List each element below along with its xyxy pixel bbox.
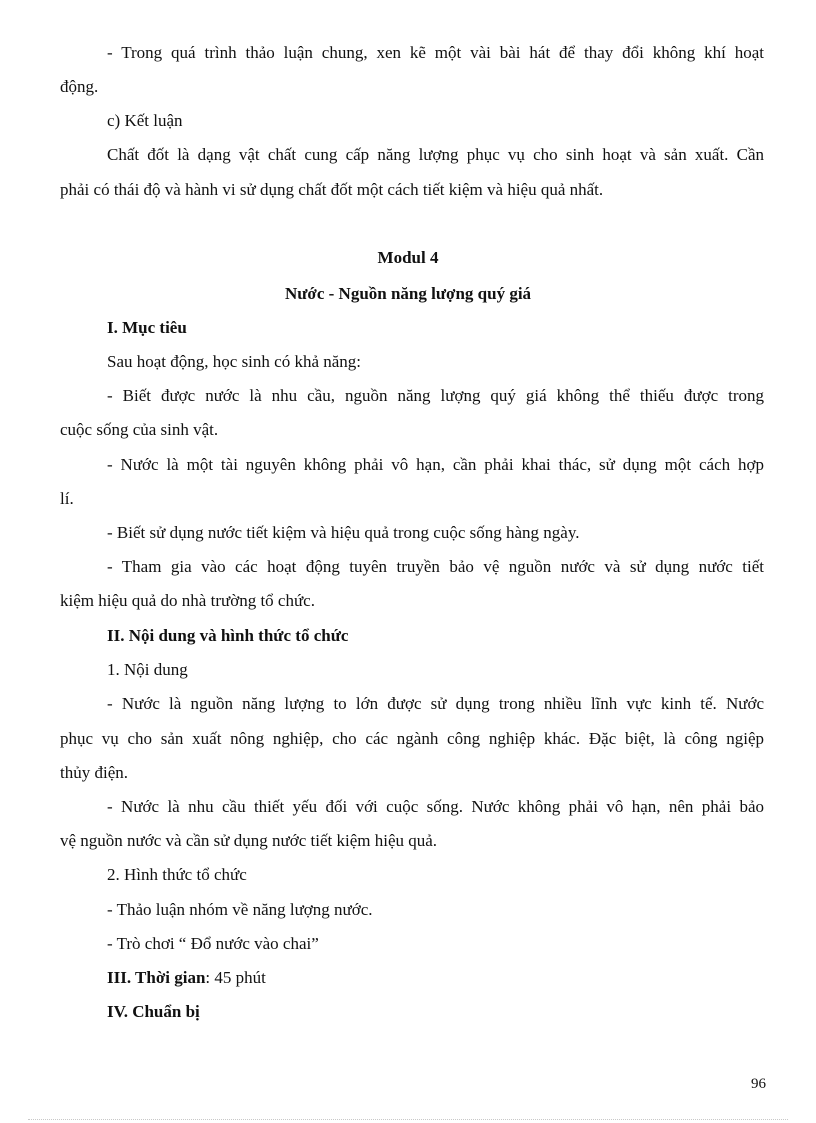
- bullet-line: - Nước là nhu cầu thiết yếu đối với cuộc sống. Nước không phải vô hạn, nên phải bảo: [107, 797, 764, 816]
- paragraph-line: Sau hoạt động, học sinh có khả năng:: [107, 352, 362, 371]
- paragraph-line: động.: [60, 77, 99, 96]
- section-heading: II. Nội dung và hình thức tổ chức: [107, 626, 349, 645]
- bullet-line: vệ nguồn nước và cần sử dụng nước tiết kiệm hiệu quả.: [60, 831, 438, 850]
- paragraph-line: phải có thái độ và hành vi sử dụng chất đốt một cách tiết kiệm và hiệu quả nhất.: [60, 180, 604, 199]
- section-heading: III. Thời gian: [107, 968, 206, 987]
- bullet-line: - Thảo luận nhóm về năng lượng nước.: [107, 900, 373, 919]
- bullet-line: cuộc sống của sinh vật.: [60, 420, 219, 439]
- bullet-line: lí.: [60, 489, 74, 508]
- time-value: : 45 phút: [205, 968, 266, 987]
- paragraph-line: Chất đốt là dạng vật chất cung cấp năng lượng phục vụ cho sinh hoạt và sản xuất. Cần: [107, 145, 764, 164]
- subsection-heading: 1. Nội dung: [107, 660, 188, 679]
- bullet-line: - Biết được nước là nhu cầu, nguồn năng lượng quý giá không thể thiếu được trong: [107, 386, 764, 405]
- bullet-line: - Nước là một tài nguyên không phải vô hạn, cần phải khai thác, sử dụng một cách hợp: [107, 455, 764, 474]
- section-heading: IV. Chuẩn bị: [107, 1002, 200, 1021]
- section-heading: I. Mục tiêu: [107, 318, 187, 337]
- page-bottom-divider: [28, 1119, 788, 1120]
- bullet-line: - Trò chơi “ Đổ nước vào chai”: [107, 934, 319, 953]
- page-number: 96: [751, 1076, 766, 1092]
- module-title: Modul 4: [377, 248, 439, 267]
- subsection-heading: 2. Hình thức tổ chức: [107, 865, 247, 884]
- time-line: [107, 968, 764, 988]
- subheading-conclusion: c) Kết luận: [107, 111, 183, 130]
- bullet-line: thủy điện.: [60, 763, 128, 782]
- module-subtitle: Nước - Nguồn năng lượng quý giá: [284, 284, 532, 303]
- bullet-line: - Tham gia vào các hoạt động tuyên truyền bảo vệ nguồn nước và sử dụng nước tiết: [107, 557, 764, 576]
- paragraph-line: - Trong quá trình thảo luận chung, xen kẽ một vài bài hát để thay đổi không khí hoạt: [107, 43, 764, 62]
- bullet-line: - Biết sử dụng nước tiết kiệm và hiệu quả trong cuộc sống hàng ngày.: [107, 523, 580, 542]
- bullet-line: kiệm hiệu quả do nhà trường tổ chức.: [60, 591, 315, 610]
- bullet-line: phục vụ cho sản xuất nông nghiệp, cho các ngành công nghiệp khác. Đặc biệt, là công ngiệp: [60, 729, 764, 748]
- bullet-line: - Nước là nguồn năng lượng to lớn được sử dụng trong nhiều lĩnh vực kinh tế. Nước: [107, 694, 764, 713]
